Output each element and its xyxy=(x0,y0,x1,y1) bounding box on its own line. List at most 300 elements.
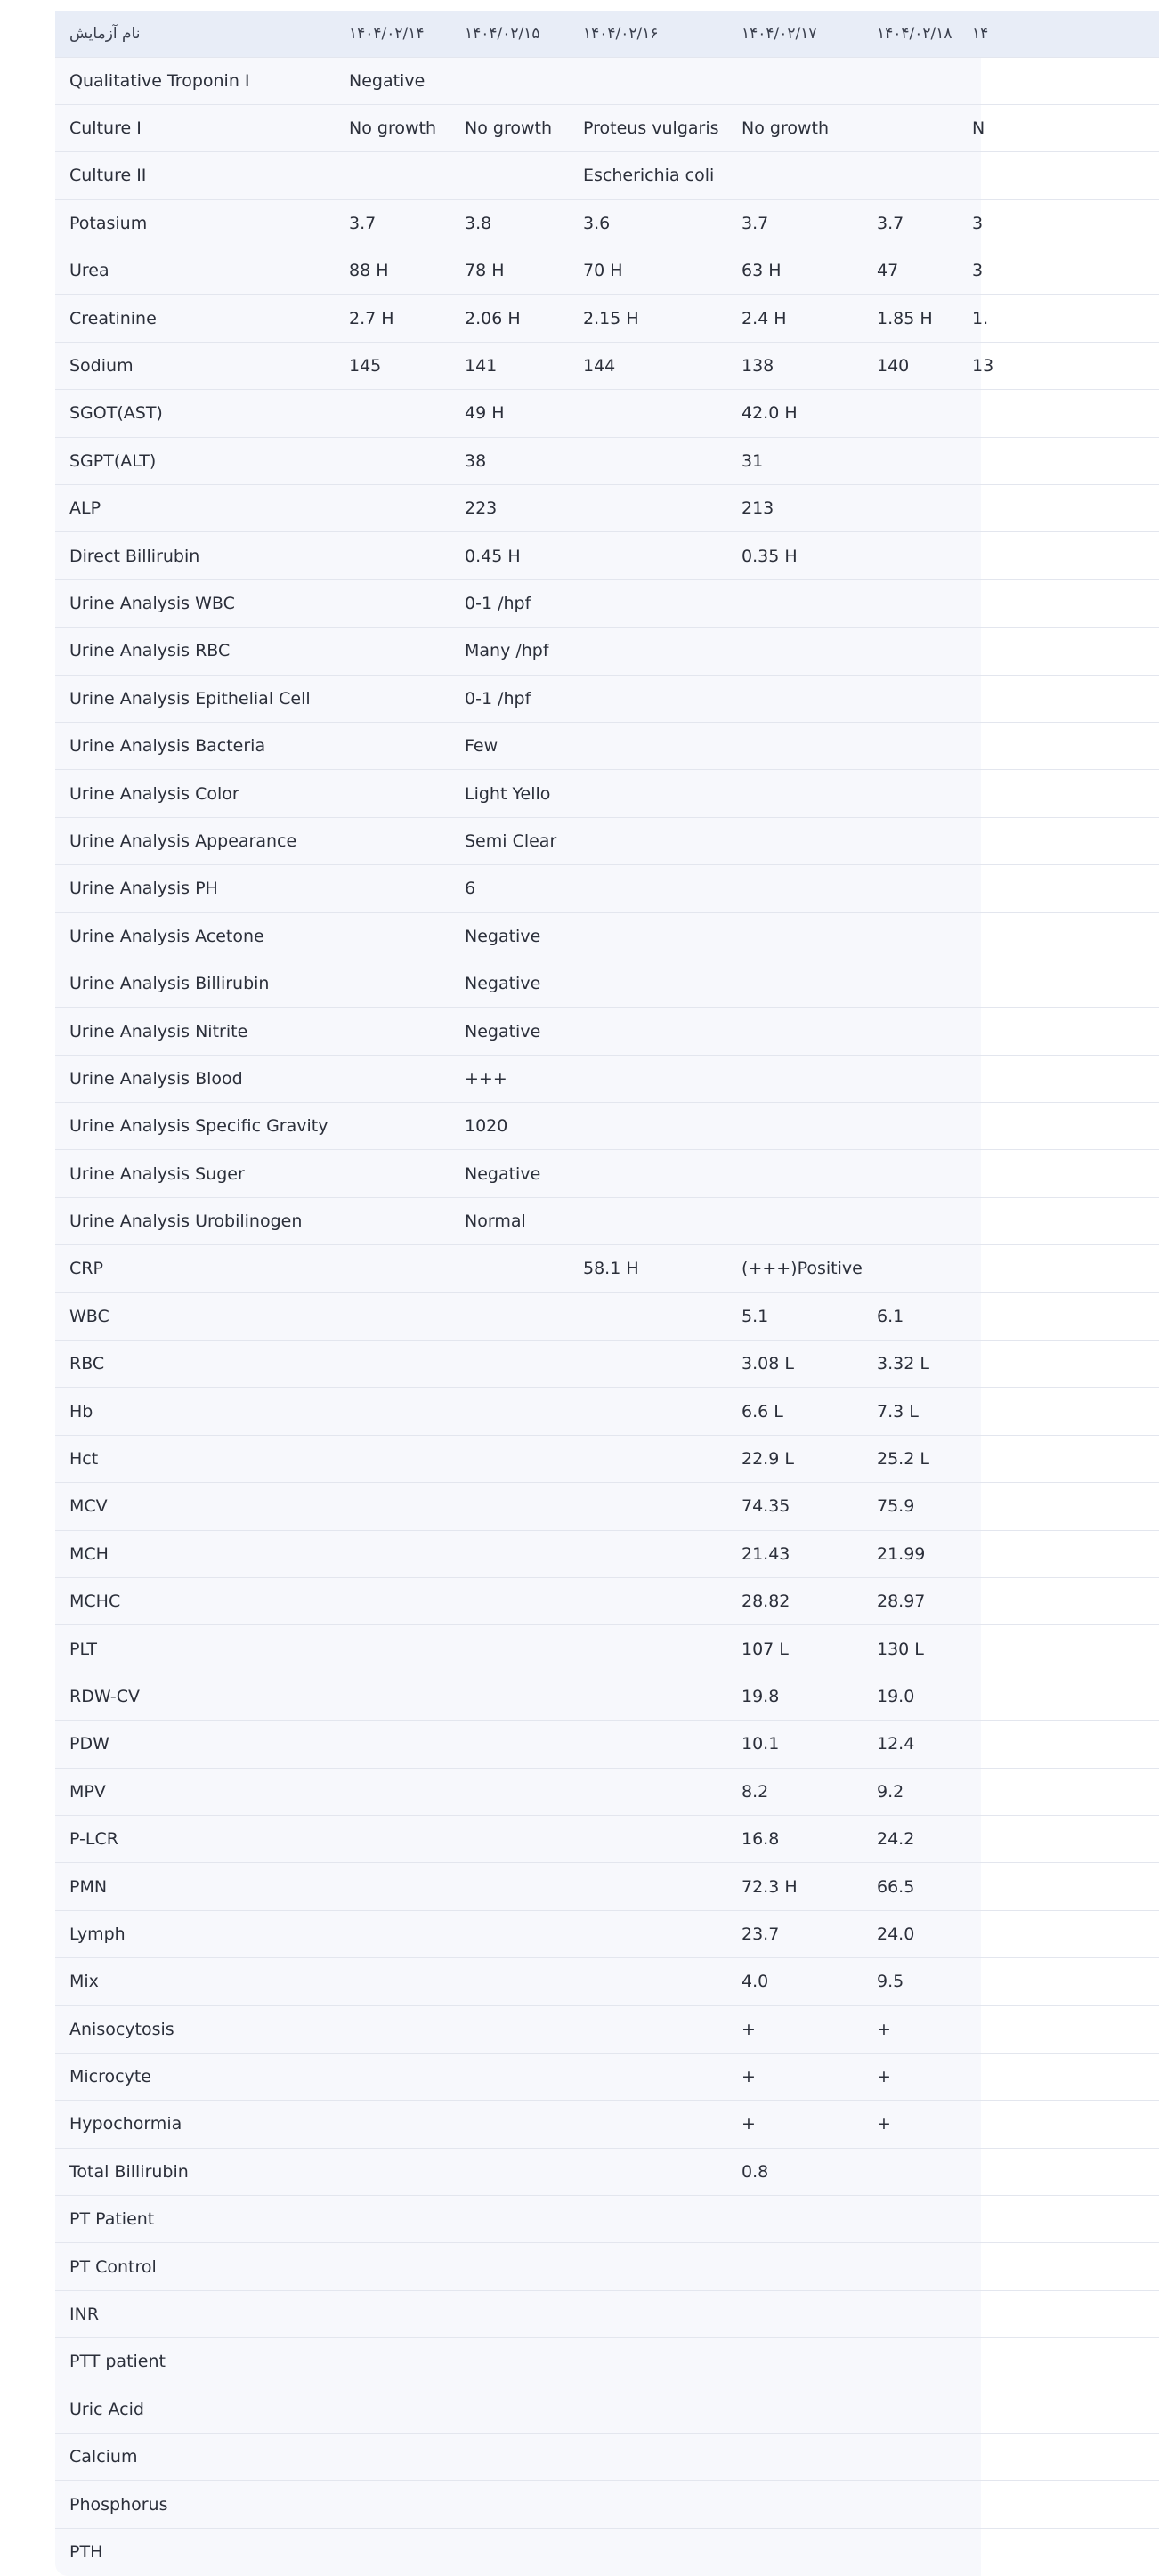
result-value-cell xyxy=(727,1055,863,1102)
test-name-cell: Urine Analysis Acetone xyxy=(69,926,264,946)
table-row[interactable] xyxy=(55,2290,1159,2337)
result-value-cell: 2.06 H xyxy=(465,308,521,328)
result-value-cell xyxy=(863,437,958,484)
test-name-cell: MCV xyxy=(69,1496,108,1517)
result-value-cell xyxy=(335,1388,450,1435)
table-row[interactable] xyxy=(55,2148,1159,2195)
result-value-cell: Escherichia coli xyxy=(583,166,715,186)
result-value-cell xyxy=(335,1435,450,1482)
result-value-cell xyxy=(450,1388,569,1435)
result-value-cell xyxy=(727,960,863,1007)
result-value-cell xyxy=(958,1673,1159,1720)
result-value-cell: N xyxy=(972,118,985,139)
result-value-cell xyxy=(727,2338,863,2386)
column-header-date[interactable]: ۱۴۰۴/۰۲/۱۵ xyxy=(465,24,540,43)
table-row[interactable] xyxy=(55,57,1159,104)
table-row[interactable] xyxy=(55,2338,1159,2386)
test-name-cell: PTH xyxy=(69,2542,103,2563)
test-name-cell: Calcium xyxy=(69,2447,138,2467)
table-row[interactable] xyxy=(55,390,1159,437)
result-value-cell xyxy=(569,2148,727,2195)
test-name-cell: Microcyte xyxy=(69,2067,151,2087)
table-row[interactable] xyxy=(55,1863,1159,1910)
table-row[interactable] xyxy=(55,817,1159,864)
test-name-cell: Mix xyxy=(69,1972,99,1992)
result-value-cell xyxy=(335,152,450,199)
test-name-cell: RDW-CV xyxy=(69,1686,140,1706)
result-value-cell xyxy=(335,532,450,579)
result-value-cell xyxy=(727,2386,863,2433)
result-value-cell xyxy=(727,722,863,769)
test-name-cell: Urine Analysis Urobilinogen xyxy=(69,1211,303,1232)
test-name-cell: RBC xyxy=(69,1354,105,1374)
result-value-cell: 3.8 xyxy=(465,213,492,233)
result-value-cell: Few xyxy=(465,736,498,757)
result-value-cell xyxy=(335,1910,450,1957)
result-value-cell xyxy=(958,1341,1159,1388)
table-row[interactable] xyxy=(55,2481,1159,2528)
result-value-cell: 0.45 H xyxy=(465,546,521,566)
result-value-cell xyxy=(569,628,727,675)
result-value-cell xyxy=(335,1341,450,1388)
table-row[interactable] xyxy=(55,770,1159,817)
test-name-cell: Urine Analysis Blood xyxy=(69,1068,243,1089)
result-value-cell xyxy=(569,675,727,722)
result-value-cell xyxy=(958,1483,1159,1530)
result-value-cell xyxy=(335,1055,450,1102)
result-value-cell xyxy=(450,2528,569,2575)
result-value-cell xyxy=(958,1815,1159,1862)
table-row[interactable] xyxy=(55,1815,1159,1862)
result-value-cell: 10.1 xyxy=(742,1734,780,1754)
result-value-cell xyxy=(450,2053,569,2100)
result-value-cell xyxy=(727,1008,863,1055)
result-value-cell xyxy=(863,960,958,1007)
table-row[interactable] xyxy=(55,1341,1159,1388)
result-value-cell xyxy=(569,722,727,769)
lab-results-table xyxy=(55,11,1159,2576)
test-name-cell: MCH xyxy=(69,1543,109,1564)
result-value-cell: 0.35 H xyxy=(742,546,798,566)
table-row[interactable] xyxy=(55,960,1159,1007)
result-value-cell xyxy=(569,437,727,484)
result-value-cell xyxy=(569,1815,727,1862)
result-value-cell xyxy=(569,2481,727,2528)
result-value-cell: 4.0 xyxy=(742,1972,769,1992)
table-row[interactable] xyxy=(55,722,1159,769)
result-value-cell xyxy=(569,2386,727,2433)
result-value-cell xyxy=(335,1815,450,1862)
result-value-cell xyxy=(958,1578,1159,1625)
result-value-cell xyxy=(335,1625,450,1673)
test-name-cell: Phosphorus xyxy=(69,2494,168,2515)
test-name-cell: Qualitative Troponin I xyxy=(69,70,250,91)
result-value-cell xyxy=(450,2338,569,2386)
result-value-cell: 6 xyxy=(465,879,476,899)
result-value-cell xyxy=(335,912,450,960)
result-value-cell xyxy=(335,1245,450,1292)
result-value-cell xyxy=(727,675,863,722)
result-value-cell xyxy=(958,2338,1159,2386)
result-value-cell xyxy=(450,1625,569,1673)
result-value-cell xyxy=(450,1578,569,1625)
result-value-cell xyxy=(863,2528,958,2575)
result-value-cell: 63 H xyxy=(742,261,782,281)
table-row[interactable] xyxy=(55,675,1159,722)
result-value-cell xyxy=(863,722,958,769)
table-row[interactable] xyxy=(55,1150,1159,1197)
result-value-cell xyxy=(958,1388,1159,1435)
result-value-cell xyxy=(335,960,450,1007)
result-value-cell xyxy=(450,2101,569,2148)
result-value-cell xyxy=(450,1910,569,1957)
result-value-cell xyxy=(450,1815,569,1862)
result-value-cell xyxy=(958,579,1159,627)
result-value-cell xyxy=(958,1150,1159,1197)
result-value-cell xyxy=(958,1435,1159,1482)
table-row[interactable] xyxy=(55,2243,1159,2290)
result-value-cell xyxy=(958,675,1159,722)
result-value-cell xyxy=(569,1625,727,1673)
result-value-cell xyxy=(727,2528,863,2575)
result-value-cell: 66.5 xyxy=(877,1876,915,1897)
result-value-cell xyxy=(569,2196,727,2243)
table-row[interactable] xyxy=(55,1388,1159,1435)
table-row[interactable] xyxy=(55,1958,1159,2005)
result-value-cell: + xyxy=(877,2019,891,2039)
result-value-cell xyxy=(958,770,1159,817)
result-value-cell xyxy=(569,1768,727,1815)
result-value-cell xyxy=(863,1008,958,1055)
table-row[interactable] xyxy=(55,295,1159,342)
test-name-cell: Hb xyxy=(69,1401,93,1422)
result-value-cell xyxy=(569,1578,727,1625)
result-value-cell: 28.82 xyxy=(742,1592,790,1612)
test-name-cell: Lymph xyxy=(69,1924,126,1944)
test-name-cell: Direct Billirubin xyxy=(69,546,200,566)
result-value-cell xyxy=(335,2101,450,2148)
table-row[interactable] xyxy=(55,104,1159,151)
result-value-cell: + xyxy=(742,2019,756,2039)
result-value-cell xyxy=(727,865,863,912)
result-value-cell xyxy=(569,1055,727,1102)
result-value-cell: 1.85 H xyxy=(877,308,933,328)
result-value-cell xyxy=(569,1530,727,1577)
test-name-cell: Urine Analysis Billirubin xyxy=(69,974,270,994)
result-value-cell: 25.2 L xyxy=(877,1449,929,1470)
result-value-cell: 58.1 H xyxy=(583,1259,639,1279)
result-value-cell xyxy=(958,1197,1159,1244)
test-name-cell: Sodium xyxy=(69,356,134,377)
result-value-cell xyxy=(569,2053,727,2100)
result-value-cell: 28.97 xyxy=(877,1592,926,1612)
table-row[interactable] xyxy=(55,1721,1159,1768)
result-value-cell xyxy=(958,152,1159,199)
result-value-cell xyxy=(335,1863,450,1910)
result-value-cell xyxy=(863,532,958,579)
test-name-cell: Hct xyxy=(69,1449,99,1470)
result-value-cell xyxy=(863,1245,958,1292)
result-value-cell: 6.6 L xyxy=(742,1401,783,1422)
result-value-cell: 12.4 xyxy=(877,1734,915,1754)
result-value-cell xyxy=(863,1055,958,1102)
result-value-cell: Proteus vulgaris xyxy=(583,118,719,139)
result-value-cell xyxy=(863,628,958,675)
result-value-cell: 0-1 /hpf xyxy=(465,688,531,709)
result-value-cell xyxy=(335,2290,450,2337)
result-value-cell xyxy=(727,1103,863,1150)
result-value-cell xyxy=(450,1673,569,1720)
test-name-cell: INR xyxy=(69,2305,100,2325)
result-value-cell xyxy=(727,912,863,960)
result-value-cell xyxy=(450,1863,569,1910)
result-value-cell xyxy=(335,1103,450,1150)
table-row[interactable] xyxy=(55,912,1159,960)
result-value-cell xyxy=(569,1103,727,1150)
result-value-cell xyxy=(863,2434,958,2481)
result-value-cell xyxy=(863,770,958,817)
test-name-cell: Urea xyxy=(69,261,109,281)
test-name-cell: Anisocytosis xyxy=(69,2019,174,2039)
result-value-cell: 2.4 H xyxy=(742,308,787,328)
result-value-cell: + xyxy=(877,2114,891,2135)
result-value-cell xyxy=(450,1721,569,1768)
test-name-cell: Urine Analysis Bacteria xyxy=(69,736,266,757)
result-value-cell: 3 xyxy=(972,213,984,233)
result-value-cell xyxy=(569,1341,727,1388)
result-value-cell xyxy=(727,1197,863,1244)
table-row[interactable] xyxy=(55,2005,1159,2053)
result-value-cell xyxy=(863,2386,958,2433)
test-name-cell: Urine Analysis Appearance xyxy=(69,830,297,851)
table-row[interactable] xyxy=(55,2196,1159,2243)
table-row[interactable] xyxy=(55,1435,1159,1482)
test-name-cell: WBC xyxy=(69,1306,109,1326)
result-value-cell xyxy=(569,1863,727,1910)
result-value-cell xyxy=(863,1197,958,1244)
result-value-cell xyxy=(335,2528,450,2575)
result-value-cell xyxy=(335,1530,450,1577)
result-value-cell xyxy=(335,675,450,722)
result-value-cell xyxy=(727,152,863,199)
result-value-cell xyxy=(958,2434,1159,2481)
test-name-cell: Culture I xyxy=(69,118,142,139)
result-value-cell xyxy=(335,722,450,769)
test-name-cell: Total Billirubin xyxy=(69,2161,189,2182)
result-value-cell: 141 xyxy=(465,356,498,377)
result-value-cell: 0.8 xyxy=(742,2161,769,2182)
result-value-cell: 2.15 H xyxy=(583,308,639,328)
result-value-cell xyxy=(569,579,727,627)
result-value-cell xyxy=(335,1292,450,1340)
result-value-cell: No growth xyxy=(742,118,829,139)
result-value-cell xyxy=(727,770,863,817)
result-value-cell xyxy=(569,912,727,960)
table-row[interactable] xyxy=(55,2528,1159,2575)
table-row[interactable] xyxy=(55,1578,1159,1625)
result-value-cell xyxy=(450,2148,569,2195)
result-value-cell: 21.99 xyxy=(877,1543,926,1564)
result-value-cell: 24.2 xyxy=(877,1829,915,1850)
result-value-cell: Normal xyxy=(465,1211,526,1232)
lab-results-table-container[interactable] xyxy=(55,11,994,2576)
result-value-cell: 3.08 L xyxy=(742,1354,794,1374)
result-value-cell xyxy=(569,1958,727,2005)
result-value-cell xyxy=(958,1008,1159,1055)
test-name-cell: Culture II xyxy=(69,166,147,186)
test-name-cell: Hypochormia xyxy=(69,2114,182,2135)
result-value-cell xyxy=(335,1721,450,1768)
result-value-cell xyxy=(569,1292,727,1340)
result-value-cell xyxy=(958,960,1159,1007)
result-value-cell xyxy=(727,2290,863,2337)
table-row[interactable] xyxy=(55,199,1159,247)
result-value-cell xyxy=(863,57,958,104)
result-value-cell: 24.0 xyxy=(877,1924,915,1944)
result-value-cell xyxy=(335,2148,450,2195)
result-value-cell: + xyxy=(742,2067,756,2087)
table-row[interactable] xyxy=(55,628,1159,675)
test-name-cell: Urine Analysis WBC xyxy=(69,593,235,613)
result-value-cell xyxy=(958,865,1159,912)
result-value-cell xyxy=(335,2243,450,2290)
result-value-cell xyxy=(569,2338,727,2386)
table-row[interactable] xyxy=(55,1483,1159,1530)
table-row[interactable] xyxy=(55,1625,1159,1673)
test-name-cell: MPV xyxy=(69,1781,106,1802)
table-row[interactable] xyxy=(55,1008,1159,1055)
result-value-cell xyxy=(569,2434,727,2481)
table-row[interactable] xyxy=(55,247,1159,295)
result-value-cell: 19.8 xyxy=(742,1686,780,1706)
result-value-cell: 47 xyxy=(877,261,899,281)
result-value-cell xyxy=(958,1625,1159,1673)
table-row[interactable] xyxy=(55,2053,1159,2100)
result-value-cell xyxy=(569,1197,727,1244)
table-row[interactable] xyxy=(55,2101,1159,2148)
result-value-cell: Light Yello xyxy=(465,783,551,804)
result-value-cell xyxy=(335,2005,450,2053)
result-value-cell: 130 L xyxy=(877,1639,924,1659)
table-row[interactable] xyxy=(55,1910,1159,1957)
result-value-cell xyxy=(958,390,1159,437)
result-value-cell: 9.5 xyxy=(877,1972,904,1992)
table-row[interactable] xyxy=(55,2434,1159,2481)
result-value-cell: +++ xyxy=(465,1068,507,1089)
table-row[interactable] xyxy=(55,152,1159,199)
result-value-cell xyxy=(958,2243,1159,2290)
result-value-cell xyxy=(863,2290,958,2337)
test-name-cell: Potasium xyxy=(69,213,148,233)
table-row[interactable] xyxy=(55,865,1159,912)
column-header-date[interactable]: ۱۴۰۴/۰۲/۱۴ xyxy=(349,24,425,43)
result-value-cell xyxy=(450,2481,569,2528)
test-name-cell: SGOT(AST) xyxy=(69,403,163,424)
result-value-cell xyxy=(958,1721,1159,1768)
result-value-cell xyxy=(569,770,727,817)
result-value-cell xyxy=(335,2481,450,2528)
result-value-cell: 3 xyxy=(972,261,984,281)
test-name-cell: Urine Analysis PH xyxy=(69,879,218,899)
result-value-cell xyxy=(569,960,727,1007)
result-value-cell xyxy=(569,2290,727,2337)
result-value-cell xyxy=(958,485,1159,532)
table-row[interactable] xyxy=(55,1768,1159,1815)
result-value-cell: Many /hpf xyxy=(465,641,549,661)
table-row[interactable] xyxy=(55,1673,1159,1720)
result-value-cell: 8.2 xyxy=(742,1781,769,1802)
result-value-cell xyxy=(335,1578,450,1625)
result-value-cell xyxy=(335,1673,450,1720)
table-row[interactable] xyxy=(55,2386,1159,2433)
result-value-cell xyxy=(569,532,727,579)
table-row[interactable] xyxy=(55,437,1159,484)
table-row[interactable] xyxy=(55,1103,1159,1150)
result-value-cell xyxy=(958,437,1159,484)
result-value-cell xyxy=(569,817,727,864)
test-name-cell: PDW xyxy=(69,1734,109,1754)
result-value-cell: 49 H xyxy=(465,403,505,424)
table-row[interactable] xyxy=(55,1245,1159,1292)
table-row[interactable] xyxy=(55,1055,1159,1102)
table-row[interactable] xyxy=(55,1292,1159,1340)
result-value-cell xyxy=(450,2243,569,2290)
result-value-cell xyxy=(335,770,450,817)
result-value-cell xyxy=(958,1245,1159,1292)
result-value-cell xyxy=(727,579,863,627)
table-row[interactable] xyxy=(55,342,1159,389)
column-header-date[interactable]: ۱۴ xyxy=(972,24,989,43)
test-name-cell: PT Control xyxy=(69,2256,157,2277)
result-value-cell: 23.7 xyxy=(742,1924,780,1944)
result-value-cell xyxy=(569,1483,727,1530)
test-name-cell: P-LCR xyxy=(69,1829,118,1850)
result-value-cell: Negative xyxy=(465,1163,541,1184)
result-value-cell xyxy=(450,1435,569,1482)
test-name-cell: CRP xyxy=(69,1259,103,1279)
table-row[interactable] xyxy=(55,579,1159,627)
result-value-cell xyxy=(569,1910,727,1957)
result-value-cell xyxy=(958,2005,1159,2053)
result-value-cell xyxy=(450,2196,569,2243)
table-row[interactable] xyxy=(55,1530,1159,1577)
table-row[interactable] xyxy=(55,532,1159,579)
result-value-cell xyxy=(727,57,863,104)
result-value-cell xyxy=(958,628,1159,675)
result-value-cell: 2.7 H xyxy=(349,308,394,328)
result-value-cell xyxy=(863,2338,958,2386)
table-header-row xyxy=(55,11,1159,57)
result-value-cell: 107 L xyxy=(742,1639,789,1659)
result-value-cell: 6.1 xyxy=(877,1306,904,1326)
result-value-cell: 223 xyxy=(465,498,498,519)
test-name-cell: Urine Analysis Suger xyxy=(69,1163,245,1184)
result-value-cell: 74.35 xyxy=(742,1496,790,1517)
table-row[interactable] xyxy=(55,1197,1159,1244)
result-value-cell: 3.32 L xyxy=(877,1354,929,1374)
result-value-cell xyxy=(863,104,958,151)
table-row[interactable] xyxy=(55,485,1159,532)
result-value-cell: 88 H xyxy=(349,261,389,281)
column-header-date[interactable]: ۱۴۰۴/۰۲/۱۸ xyxy=(877,24,952,43)
column-header-date[interactable]: ۱۴۰۴/۰۲/۱۶ xyxy=(583,24,659,43)
result-value-cell: 22.9 L xyxy=(742,1449,794,1470)
result-value-cell xyxy=(335,628,450,675)
result-value-cell xyxy=(569,2101,727,2148)
result-value-cell: + xyxy=(877,2067,891,2087)
result-value-cell xyxy=(958,1530,1159,1577)
column-header-date[interactable]: ۱۴۰۴/۰۲/۱۷ xyxy=(742,24,817,43)
